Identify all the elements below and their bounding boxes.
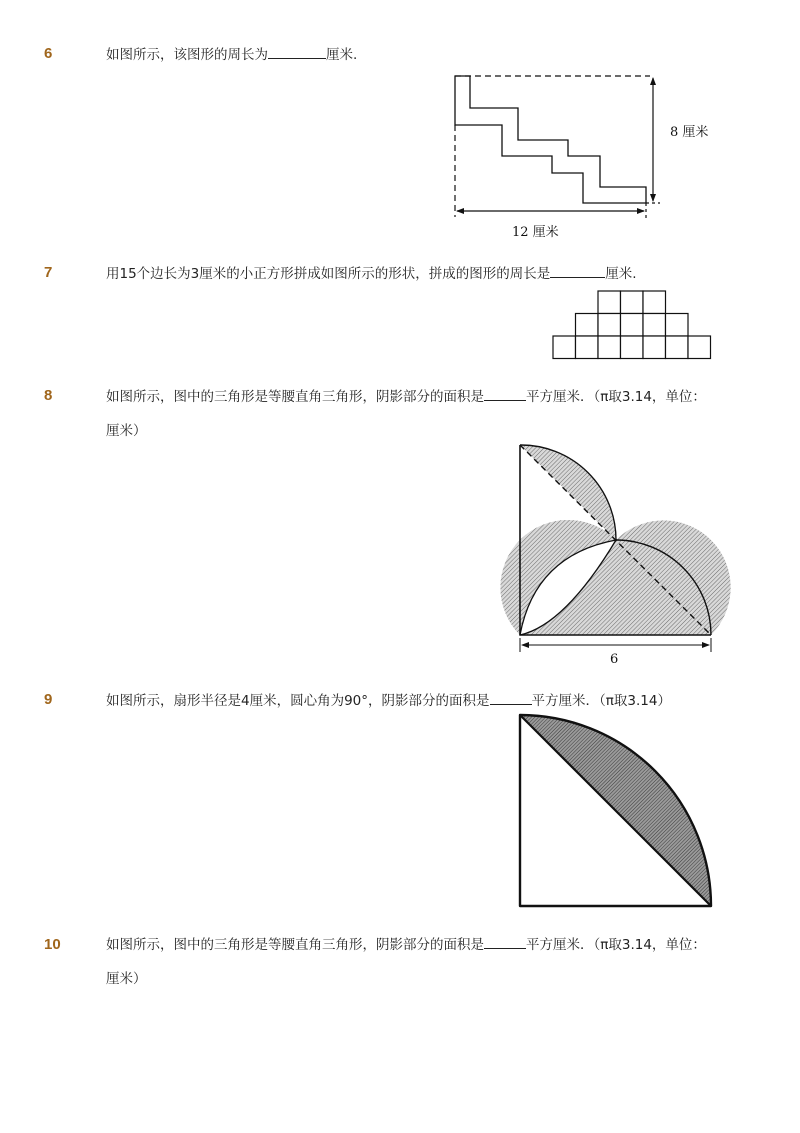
question-number: 7	[44, 264, 53, 281]
question-text-before: 如图所示，该图形的周长为	[106, 47, 268, 63]
square	[688, 336, 711, 359]
question-text	[106, 928, 716, 996]
square	[643, 291, 666, 314]
square	[598, 291, 621, 314]
question-number: 8	[44, 387, 53, 404]
width-label: 12 厘米	[512, 225, 559, 240]
question-text-after: 厘米.	[326, 47, 358, 63]
question-number: 6	[44, 45, 53, 62]
square	[598, 336, 621, 359]
base-label: 6	[610, 652, 619, 667]
question-text-after: 平方厘米．（π取3.14）	[531, 693, 671, 709]
question-text-before: 如图所示，图中的三角形是等腰直角三角形，阴影部分的面积是	[106, 389, 484, 405]
question-text-before: 如图所示，图中的三角形是等腰直角三角形，阴影部分的面积是	[106, 937, 484, 953]
square	[576, 314, 599, 337]
square	[621, 291, 644, 314]
answer-blank[interactable]	[484, 934, 526, 949]
square	[643, 314, 666, 337]
question-number: 9	[44, 691, 53, 708]
semicircles-figure	[505, 440, 725, 672]
squares-figure	[552, 289, 716, 361]
question-text-before: 如图所示，扇形半径是4厘米，圆心角为90°，阴影部分的面积是	[106, 693, 490, 709]
square	[621, 314, 644, 337]
question-text	[106, 380, 716, 448]
answer-blank[interactable]	[484, 386, 526, 401]
sector-figure	[515, 712, 715, 910]
question-text	[106, 257, 716, 291]
question-text-after: 厘米.	[605, 266, 637, 282]
staircase-figure	[440, 65, 730, 245]
height-label: 8 厘米	[670, 125, 709, 140]
square	[598, 314, 621, 337]
square	[666, 314, 689, 337]
question-text-after: 平方厘米．（π取3.14，单位：厘米）	[106, 389, 706, 439]
answer-blank[interactable]	[550, 263, 605, 278]
question-number: 10	[44, 936, 61, 953]
answer-blank[interactable]	[490, 690, 532, 705]
staircase-shape	[455, 76, 646, 203]
question-text-before: 用15个边长为3厘米的小正方形拼成如图所示的形状，拼成的图形的周长是	[106, 266, 551, 282]
square	[576, 336, 599, 359]
square	[643, 336, 666, 359]
answer-blank[interactable]	[268, 44, 326, 59]
question-text-after: 平方厘米．（π取3.14，单位：厘米）	[106, 937, 706, 987]
square	[666, 336, 689, 359]
square	[621, 336, 644, 359]
square	[553, 336, 576, 359]
